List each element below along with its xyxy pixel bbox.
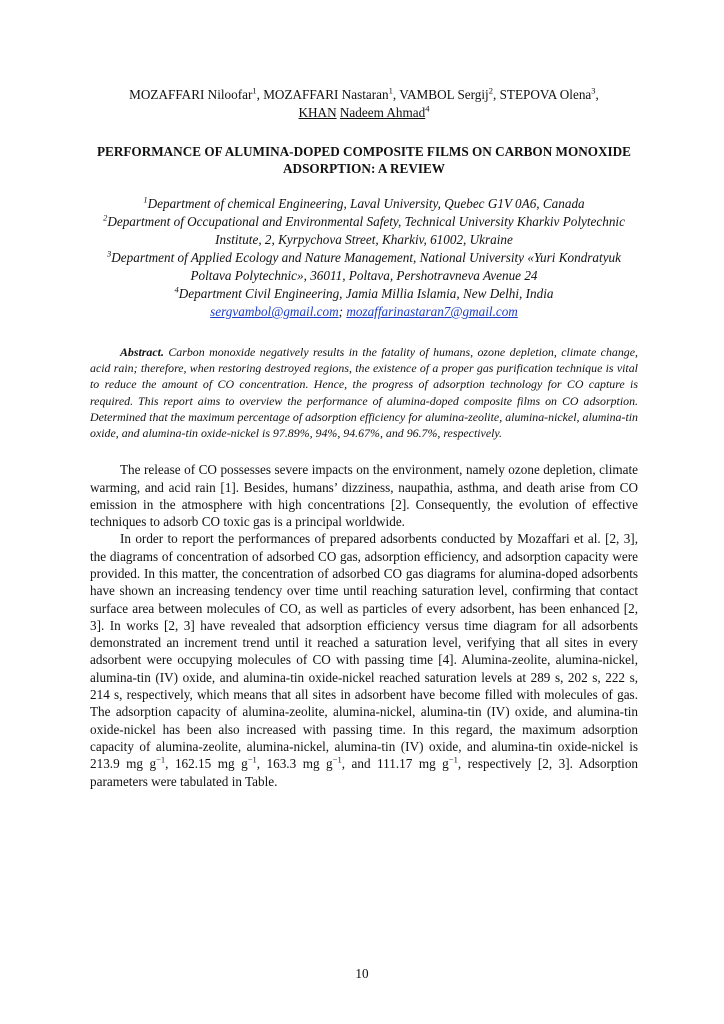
author-name: VAMBOL Sergij bbox=[399, 87, 489, 102]
body-paragraph: The release of CO possesses severe impacts on the environment, namely ozone depletion, climate warming, and acid rain [1]. Besides, humans’ dizziness, naupathia, asthma, and death arise from CO emission in the atmosphere with high concentrations [2]. Consequently, the evolution of effective techniques to adsorb CO toxic gas is a principal worldwide. bbox=[90, 462, 638, 530]
author-affiliation-mark: 3 bbox=[591, 85, 596, 96]
author-surname: KHAN bbox=[298, 105, 337, 120]
affiliation: $^1$Department of chemical Engineering, Laval University, Quebec G1V 0A6, Canada bbox=[143, 194, 585, 211]
body-text bbox=[90, 461, 638, 790]
author-affiliation-mark: 2 bbox=[488, 85, 493, 96]
author-affiliation-mark: 1 bbox=[388, 85, 393, 96]
affiliation: $^4$Department Civil Engineering, Jamia Millia Islamia, New Delhi, India bbox=[174, 284, 554, 301]
body-paragraph: In order to report the performances of prepared adsorbents conducted by Mozaffari et al. [2, 3], the diagrams of concentration of adsorbed CO gas, adsorption efficiency, and adsorption capacity were provided. In this matter, the concentration of adsorbed CO gas diagrams for alumina-doped adsorbents have shown an increasing tendency over time until reaching saturation level, confirming that contact surface area between molecules of CO, as well as particles of every adsorbent, has been enhanced [2, 3]. In works [2, 3] have revealed that adsorption efficiency versus time diagram for all adsorbents demonstrated an increment trend until it reached a saturation level, verifying that all sites in every adsorbent were occupying molecules of CO with passing time [4]. Alumina-zeolite, alumina-nickel, alumina-tin (IV) oxide, and alumina-tin oxide-nickel reached saturation levels at 289 s, 202 s, 222 s, 214 s, respectively, which means that all sites in adsorbent have become filled with molecules of gas. The adsorption capacity of alumina-zeolite, alumina-nickel, alumina-tin (IV) oxide, and alumina-tin oxide-nickel has been also increased with passing time. In this regard, the maximum adsorption capacity of alumina-zeolite, alumina-nickel, alumina-tin (IV) oxide, and alumina-tin oxide-nickel is 213.9 mg $g^{-1}$, 162.15 mg $g^{-1}$, 163.3 mg $g^{-1}$, and 111.17 mg $g^{-1}$, respectively [2, 3]. Adsorption parameters were tabulated in Table. bbox=[90, 531, 639, 789]
author-list: MOZAFFARI Niloofar$^1$, MOZAFFARI Nastaran$^1$, VAMBOL Sergij$^2$, STEPOVA Olena$^3$, KHAN Nadeem Ahmad$^4$ bbox=[129, 85, 599, 120]
abstract-text: Carbon monoxide negatively results in the fatality of humans, ozone depletion, climate change, acid rain; therefore, when restoring destroyed regions, the existence of a proper gas purification technique is vital to reduce the amount of CO concentration. Hence, the progress of adsorption technology for CO capture is required. This report aims to overview the performance of alumina-doped composite films on CO adsorption. Determined that the maximum percentage of adsorption efficiency for alumina-zeolite, alumina-nickel, alumina-tin oxide, and alumina-tin oxide-nickel is 97.89%, 94%, 94.67%, and 96.7%, respectively. bbox=[90, 345, 638, 441]
paper-title: PERFORMANCE OF ALUMINA-DOPED COMPOSITE FILMS ON CARBON MONOXIDE ADSORPTION: A REVIEW bbox=[97, 144, 631, 176]
affiliation: $^3$Department of Applied Ecology and Nature Management, National University «Yuri Kondratyuk Poltava Polytechnic», 36011, Poltava, Pershotravneva Avenue 24 bbox=[107, 248, 621, 283]
page-content bbox=[90, 86, 638, 790]
author-affiliation-mark: 4 bbox=[425, 103, 430, 114]
abstract bbox=[90, 344, 638, 441]
abstract-label: Abstract. bbox=[120, 345, 164, 359]
author-name: MOZAFFARI Niloofar bbox=[129, 87, 253, 102]
author-name: STEPOVA Olena bbox=[499, 87, 592, 102]
affiliations bbox=[90, 195, 638, 321]
author-given-name: Nadeem Ahmad bbox=[339, 105, 426, 120]
affiliation: $^2$Department of Occupational and Environmental Safety, Technical University Kharkiv Polytechnic Institute, 2, Kyrpychova Street, Kharkiv, 61002, Ukraine bbox=[103, 212, 625, 247]
author-affiliation-mark: 1 bbox=[252, 85, 257, 96]
email-link[interactable]: sergvambol@gmail.com bbox=[210, 304, 339, 319]
page-number: 10 bbox=[355, 966, 369, 981]
contact-emails: sergvambol@gmail.com; mozaffarinastaran7@gmail.com bbox=[210, 304, 518, 319]
email-link[interactable]: mozaffarinastaran7@gmail.com bbox=[346, 304, 518, 319]
author-name: MOZAFFARI Nastaran bbox=[263, 87, 389, 102]
